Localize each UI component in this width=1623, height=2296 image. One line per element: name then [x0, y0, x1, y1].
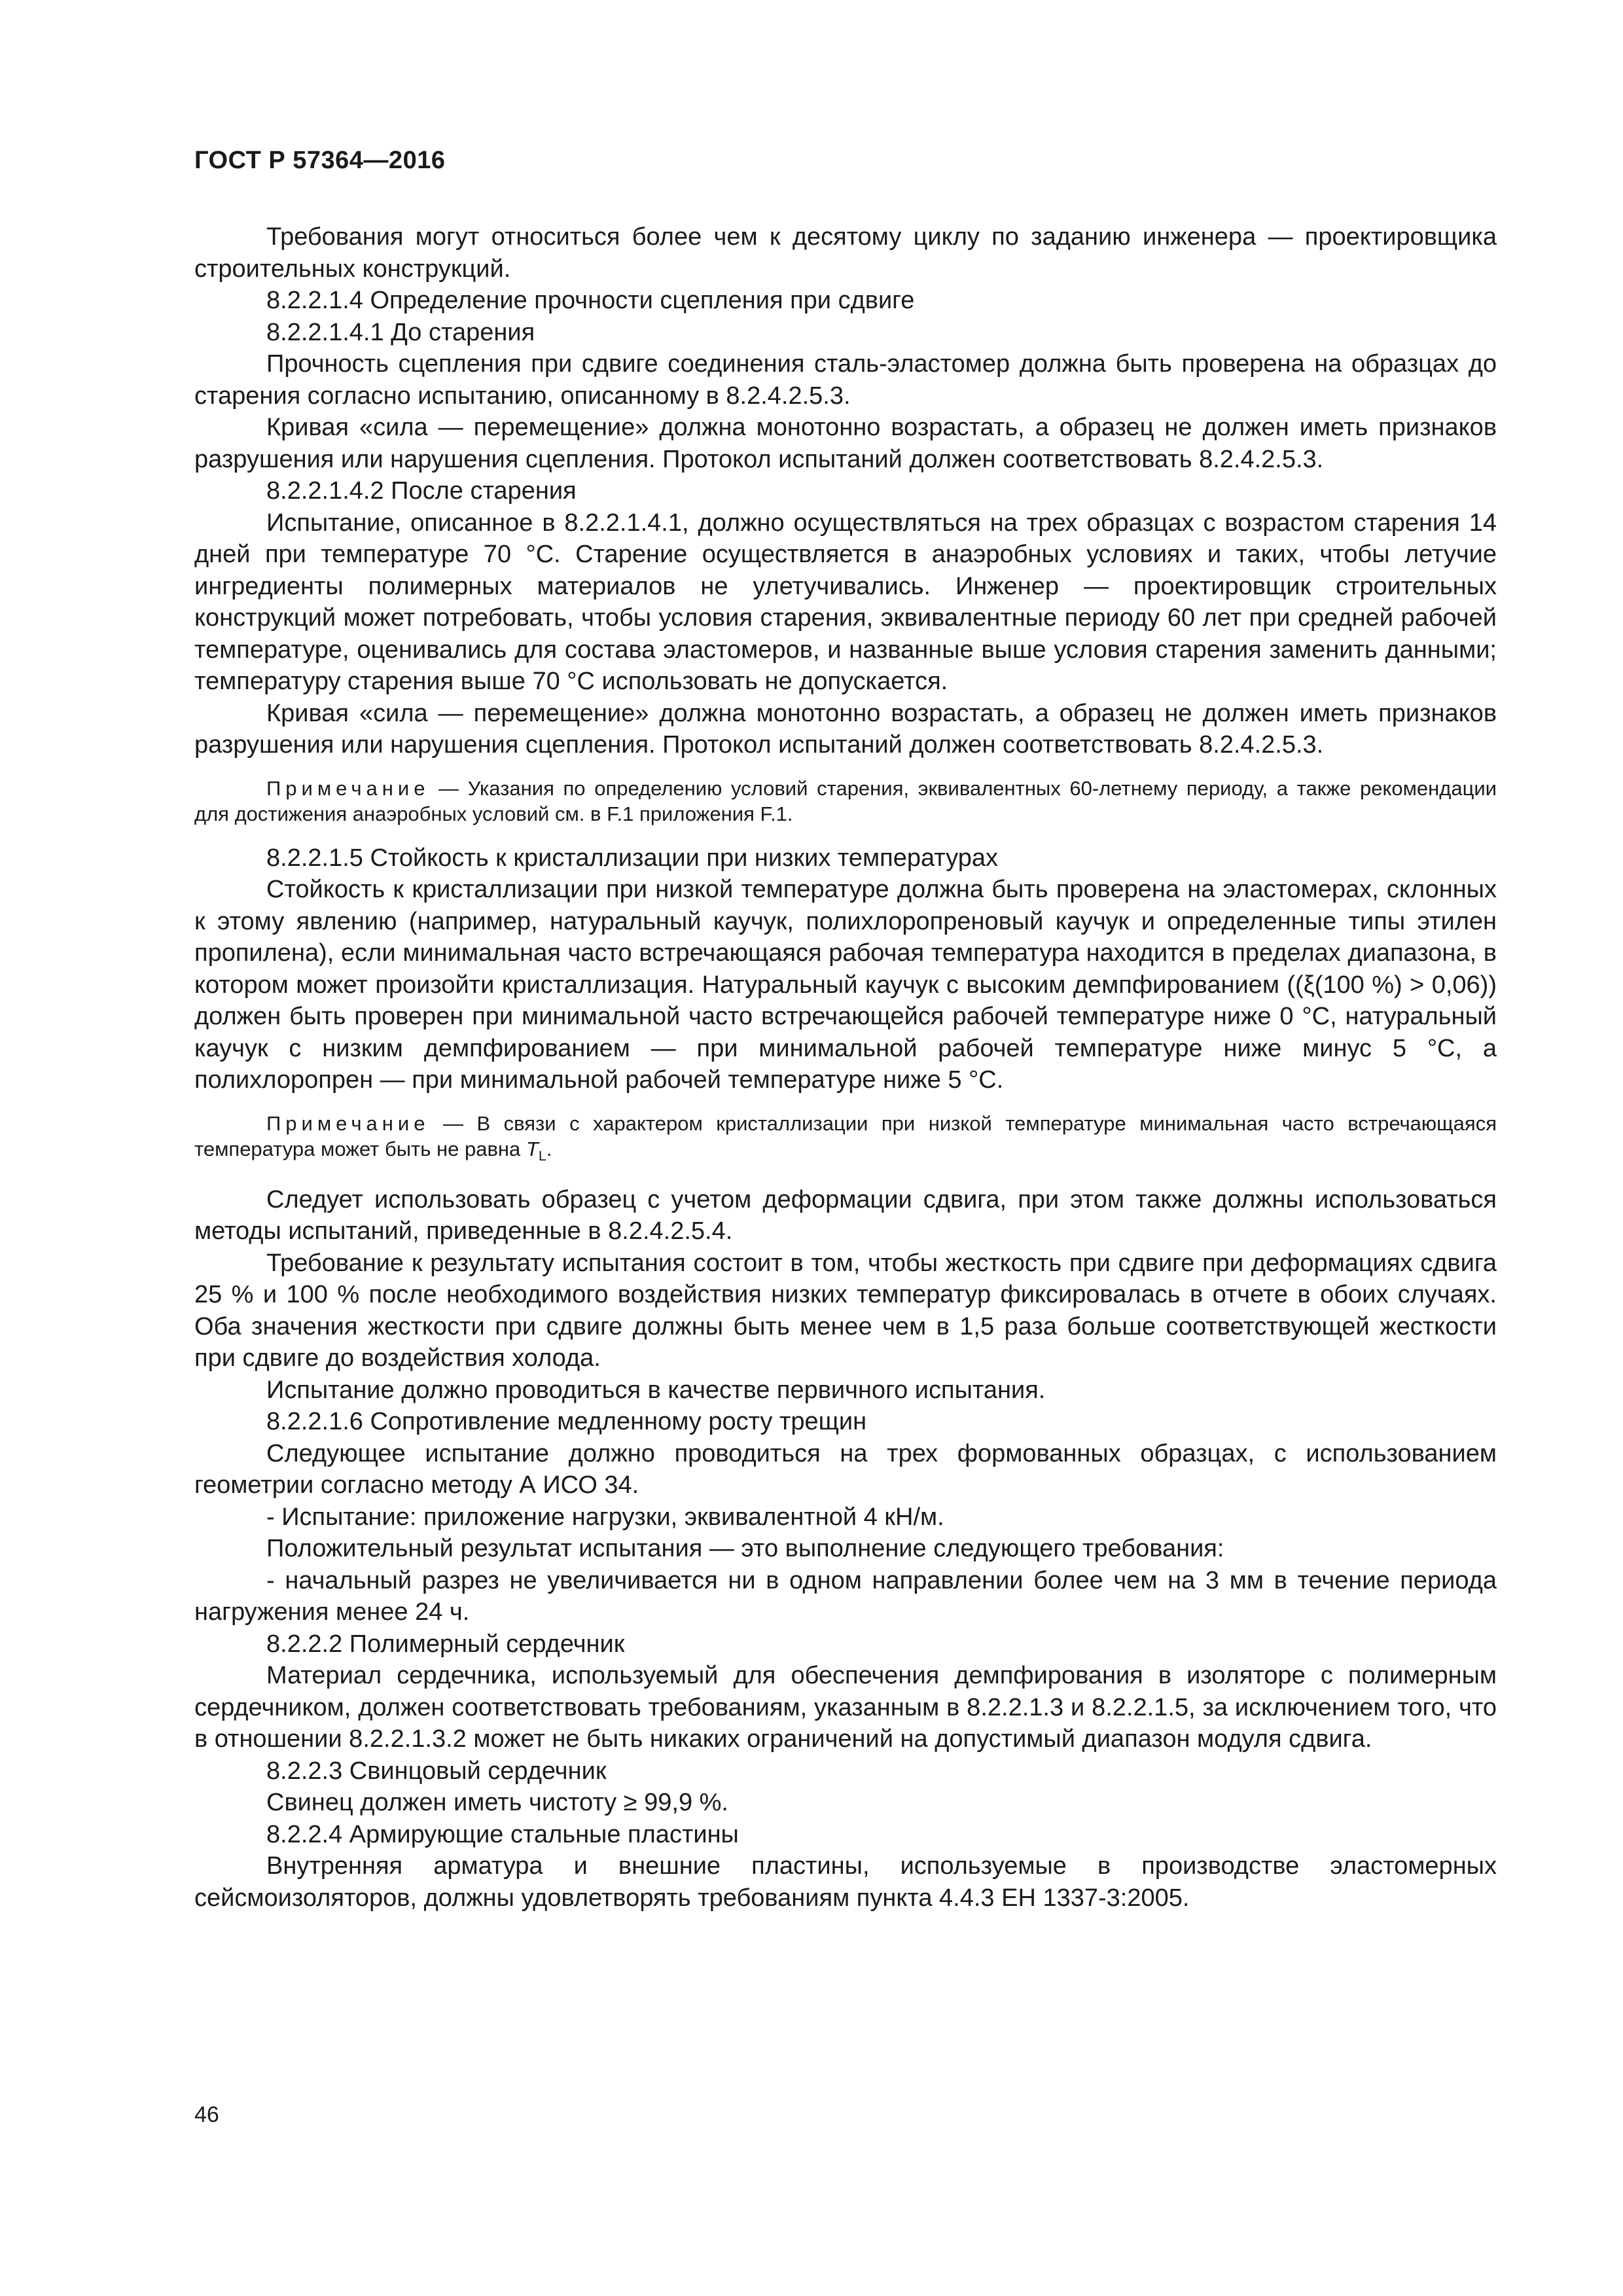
paragraph: Испытание, описанное в 8.2.2.1.4.1, должно осуществляться на трех образцах с возрастом старения 14 дней при температуре 70 °С. Старение осуществляется в анаэробных условиях и таких, чтобы летучие ингредиенты полимерных материалов не улетучивались. Инженер — проектировщик строительных конструкций может потребовать, чтобы условия старения, эквивалентные периоду 60 лет при средней рабочей температуре, оценивались для состава эластомеров, и названные выше условия старения заменить данными; температуру старения выше 70 °С использовать не допускается. — [194, 509, 1497, 695]
section-heading: 8.2.2.2 Полимерный сердечник — [266, 1630, 625, 1658]
document-header: ГОСТ Р 57364—2016 — [194, 147, 446, 174]
paragraph: Кривая «сила — перемещение» должна монотонно возрастать, а образец не должен иметь признаков разрушения или нарушения сцепления. Протокол испытаний должен соответствовать 8.2.4.2.5.3. — [194, 699, 1497, 759]
note: Примечание — В связи с характером кристаллизации при низкой температуре минимальная часто встречающаяся температура может быть не равна $T_L$. — [194, 1111, 1497, 1164]
paragraph: Стойкость к кристаллизации при низкой температуре должна быть проверена на эластомерах, склонных к этому явлению (например, натуральный каучук, полихлоропреновый каучук и определенные типы этилен пропилена), если минимальная часто встречающаяся рабочая температура находится в пределах диапазона, в котором может произойти кристаллизация. Натуральный каучук с высоким демпфированием ((ξ(100 %) > 0,06)) должен быть проверен при минимальной часто встречающейся рабочей температуре ниже 0 °С, натуральный каучук с низким демпфированием — при минимальной рабочей температуре ниже минус 5 °С, а полихлоропрен — при минимальной рабочей температуре ниже 5 °С. — [194, 876, 1497, 1094]
paragraph: Следует использовать образец с учетом деформации сдвига, при этом также должны использоваться методы испытаний, приведенные в 8.2.4.2.5.4. — [194, 1185, 1497, 1246]
paragraph: Требования могут относиться более чем к десятому циклу по заданию инженера — проектировщика строительных конструкций. — [194, 223, 1497, 283]
page-number: 46 — [194, 2102, 219, 2127]
note — [194, 776, 1497, 827]
list-item: - начальный разрез не увеличивается ни в одном направлении более чем на 3 мм в течение периода нагружения менее 24 ч. — [194, 1566, 1497, 1626]
section-heading: 8.2.2.1.4.2 После старения — [266, 477, 577, 505]
paragraph: Материал сердечника, используемый для обеспечения демпфирования в изоляторе с полимерным сердечником, должен соответствовать требованиям, указанным в 8.2.2.1.3 и 8.2.2.1.5, за исключением того, что в отношении 8.2.2.1.3.2 может не быть никаких ограничений на допустимый диапазон модуля сдвига. — [194, 1662, 1497, 1753]
symbol-t: T — [526, 1137, 539, 1160]
note-text: — Указания по определению условий старения, эквивалентных 60-летнему периоду, а также рекомендации для достижения анаэробных условий см. в F.1 приложения F.1. — [194, 776, 1497, 825]
section-heading: 8.2.2.1.4.1 До старения — [266, 318, 535, 346]
note-label: Примечание — [266, 776, 430, 800]
paragraph: Следующее испытание должно проводиться на трех формованных образцах, с использованием геометрии согласно методу А ИСО 34. — [194, 1439, 1497, 1499]
section-heading: 8.2.2.1.5 Стойкость к кристаллизации при низких температурах — [266, 844, 998, 872]
note-text: — В связи с характером кристаллизации при низкой температуре минимальная часто встречающаяся температура может быть не равна — [194, 1111, 1497, 1160]
paragraph: Прочность сцепления при сдвиге соединения сталь-эластомер должна быть проверена на образцах до старения согласно испытанию, описанному в 8.2.4.2.5.3. — [194, 350, 1497, 410]
note-label: Примечание — [266, 1111, 430, 1135]
paragraph: Свинец должен иметь чистоту ≥ 99,9 %. — [266, 1789, 728, 1817]
paragraph: Испытание должно проводиться в качестве первичного испытания. — [266, 1376, 1046, 1404]
paragraph: Требование к результату испытания состоит в том, чтобы жесткость при сдвиге при деформациях сдвига 25 % и 100 % после необходимого воздействия низких температур фиксировалась в отчете в обоих случаях. Оба значения жесткости при сдвиге должны быть менее чем в 1,5 раза больше соответствующей жесткости при сдвиге до воздействия холода. — [194, 1249, 1497, 1372]
section-heading: 8.2.2.4 Армирующие стальные пластины — [266, 1820, 739, 1848]
paragraph: Положительный результат испытания — это выполнение следующего требования: — [266, 1535, 1224, 1563]
section-heading: 8.2.2.1.6 Сопротивление медленному росту трещин — [266, 1408, 867, 1436]
document-body — [194, 221, 1497, 1914]
paragraph: Внутренняя арматура и внешние пластины, используемые в производстве эластомерных сейсмоизоляторов, должны удовлетворять требованиям пункта 4.4.3 ЕН 1337-3:2005. — [194, 1852, 1497, 1912]
section-heading: 8.2.2.1.4 Определение прочности сцепления при сдвиге — [266, 287, 915, 314]
section-heading: 8.2.2.3 Свинцовый сердечник — [266, 1757, 607, 1785]
symbol-subscript: L — [538, 1147, 546, 1164]
paragraph: Кривая «сила — перемещение» должна монотонно возрастать, а образец не должен иметь признаков разрушения или нарушения сцепления. Протокол испытаний должен соответствовать 8.2.4.2.5.3. — [194, 414, 1497, 473]
list-item: - Испытание: приложение нагрузки, эквивалентной 4 кН/м. — [266, 1503, 944, 1531]
